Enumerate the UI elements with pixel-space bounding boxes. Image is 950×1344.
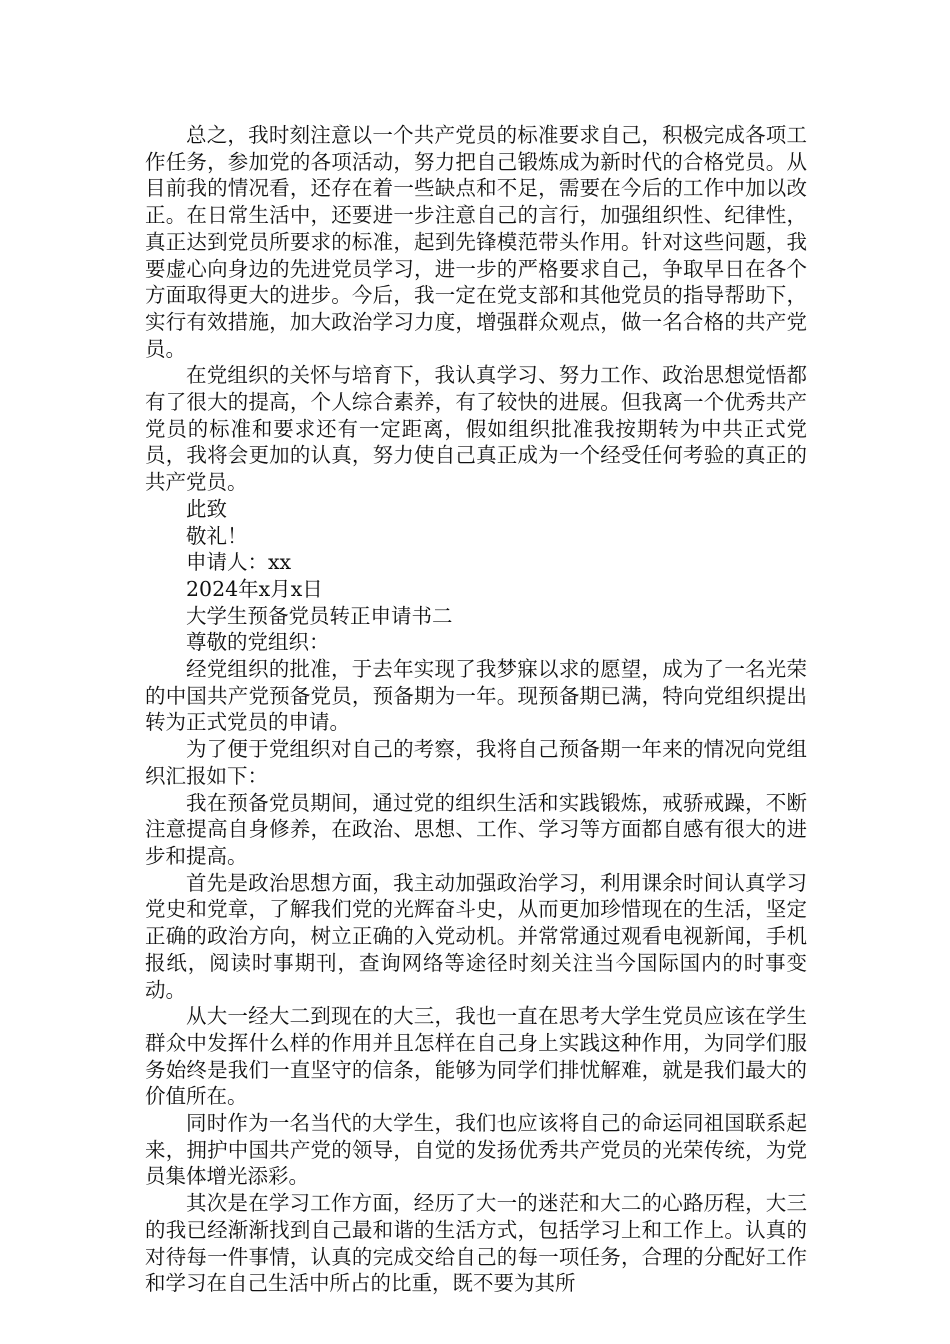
date-line: 2024年x月x日 xyxy=(186,576,323,601)
paragraph-probation: 我在预备党员期间，通过党的组织生活和实践锻炼，戒骄戒躁，不断注意提高自身修养，在政治、思想、工作、学习等方面都自感有很大的进步和提高。 xyxy=(145,790,807,868)
closing-regards: 敬礼！ xyxy=(186,523,248,548)
closing-salutation: 此致 xyxy=(186,496,227,521)
paragraph-destiny: 同时作为一名当代的大学生，我们也应该将自己的命运同祖国联系起来，拥护中国共产党的领导，自觉的发扬优秀共产党员的光荣传统，为党员集体增光添彩。 xyxy=(145,1111,807,1189)
greeting-line: 尊敬的党组织： xyxy=(186,630,330,655)
paragraph-report-intro: 为了便于党组织对自己的考察，我将自己预备期一年来的情况向党组织汇报如下： xyxy=(145,737,807,788)
paragraph-summary: 总之，我时刻注意以一个共产党员的标准要求自己，积极完成各项工作任务，参加党的各项活动，努力把自己锻炼成为新时代的合格党员。从目前我的情况看，还存在着一些缺点和不足，需要在今后的工作中加以改正。在日常生活中，还要进一步注意自己的言行，加强组织性、纪律性，真正达到党员所要求的标准，起到先锋模范带头作用。针对这些问题，我要虚心向身边的先进党员学习，进一步的严格要求自己，争取早日在各个方面取得更大的进步。今后，我一定在党支部和其他党员的指导帮助下，实行有效措施，加大政治学习力度，增强群众观点，做一名合格的共产党员。 xyxy=(145,123,807,361)
paragraph-study-work: 其次是在学习工作方面，经历了大一的迷茫和大二的心路历程，大三的我已经渐渐找到自己最和谐的生活方式，包括学习上和工作上。认真的对待每一件事情，认真的完成交给自己的每一项任务，合理的分配好工作和学习在自己生活中所占的比重，既不要为其所 xyxy=(145,1191,807,1296)
paragraph-political: 首先是政治思想方面，我主动加强政治学习，利用课余时间认真学习党史和党章，了解我们党的光辉奋斗史，从而更加珍惜现在的生活，坚定正确的政治方向，树立正确的入党动机。并常常通过观看电视新闻，手机报纸，阅读时事期刊，查询网络等途径时刻关注当今国际国内的时事变动。 xyxy=(145,870,807,1002)
paragraph-role: 从大一经大二到现在的大三，我也一直在思考大学生党员应该在学生群众中发挥什么样的作用并且怎样在自己身上实践这种作用，为同学们服务始终是我们一直坚守的信条，能够为同学们排忧解难，就是我们最大的价值所在。 xyxy=(145,1004,807,1109)
paragraph-application: 经党组织的批准，于去年实现了我梦寐以求的愿望，成为了一名光荣的中国共产党预备党员，预备期为一年。现预备期已满，特向党组织提出转为正式党员的申请。 xyxy=(145,657,807,735)
document-body xyxy=(145,122,807,1297)
applicant-line: 申请人：xx xyxy=(186,550,292,575)
paragraph-growth: 在党组织的关怀与培育下，我认真学习、努力工作、政治思想觉悟都有了很大的提高，个人综合素养，有了较快的进展。但我离一个优秀共产党员的标准和要求还有一定距离，假如组织批准我按期转为中共正式党员，我将会更加的认真，努力使自己真正成为一个经受任何考验的真正的共产党员。 xyxy=(145,363,807,495)
section-title: 大学生预备党员转正申请书二 xyxy=(186,603,453,628)
